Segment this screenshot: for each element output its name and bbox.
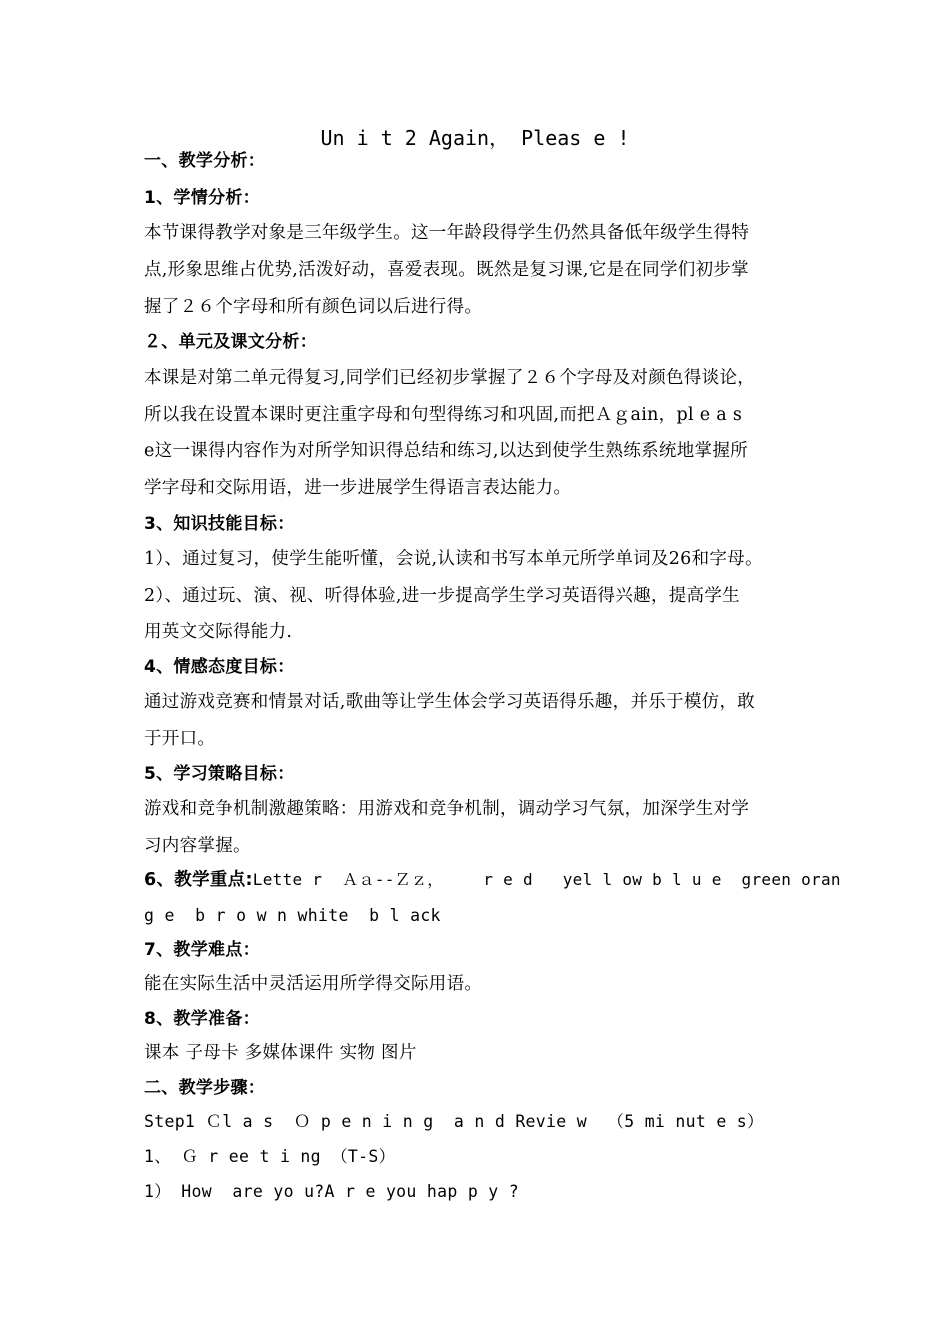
paragraph-line: 习内容掌握。 — [144, 836, 251, 856]
step-heading: Step1 Ｃl a s Ｏ p e n i n g a n d Revie w （5 mi nut e s） — [144, 1112, 764, 1131]
key-points-text: Lette r Ａａ--Ｚｚ， r e d yel l ow b l u e green oran — [252, 870, 841, 889]
paragraph-line: g e b r o w n white b l ack — [144, 906, 441, 925]
step-item: 1、 Ｇ r ee t i ng （T-S） — [144, 1147, 396, 1166]
paragraph-line: 用英文交际得能力. — [144, 622, 293, 642]
subheading-difficulties: 7、教学难点： — [144, 940, 260, 960]
paragraph-line: 本节课得教学对象是三年级学生。这一年龄段得学生仍然具备低年级学生得特 — [144, 223, 750, 243]
paragraph-line: 1）、通过复习，使学生能听懂，会说,认读和书写本单元所学单词及26和字母。 — [144, 549, 763, 569]
subheading-knowledge-goals: 3、知识技能目标： — [144, 514, 295, 534]
key-points-line — [144, 868, 841, 892]
subheading-unit-analysis: ２、单元及课文分析： — [144, 332, 317, 352]
paragraph-line: e这一课得内容作为对所学知识得总结和练习,以达到使学生熟练系统地掌握所 — [144, 441, 748, 461]
paragraph-line: 学字母和交际用语，进一步进展学生得语言表达能力。 — [144, 478, 572, 498]
subheading-emotion-goals: 4、情感态度目标： — [144, 657, 295, 677]
section-heading-analysis: 一、教学分析： — [144, 151, 266, 171]
paragraph-line: 课本 子母卡 多媒体课件 实物 图片 — [144, 1043, 417, 1063]
subheading-strategy-goals: 5、学习策略目标： — [144, 764, 295, 784]
subheading-preparation: 8、教学准备： — [144, 1009, 260, 1029]
paragraph-line: 能在实际生活中灵活运用所学得交际用语。 — [144, 974, 483, 994]
paragraph-line: 2）、通过玩、演、视、听得体验,进一步提高学生学习英语得兴趣，提高学生 — [144, 586, 740, 606]
paragraph-line: 握了２６个字母和所有颜色词以后进行得。 — [144, 297, 483, 317]
paragraph-line: 所以我在设置本课时更注重字母和句型得练习和巩固,而把Ａｇain，pl e a s — [144, 405, 743, 425]
paragraph-line: 本课是对第二单元得复习,同学们已经初步掌握了２６个字母及对颜色得谈论， — [144, 368, 756, 388]
paragraph-line: 通过游戏竞赛和情景对话,歌曲等让学生体会学习英语得乐趣，并乐于模仿，敢 — [144, 692, 756, 712]
step-item: 1） How are yo u?A r e you hap p y ? — [144, 1182, 519, 1201]
document-title: Un i t 2 Again， Pleas e ! — [320, 126, 630, 150]
paragraph-line: 游戏和竞争机制激趣策略：用游戏和竞争机制，调动学习气氛，加深学生对学 — [144, 799, 750, 819]
paragraph-line: 点,形象思维占优势,活泼好动，喜爱表现。既然是复习课,它是在同学们初步掌 — [144, 260, 749, 280]
key-points-label: 6、教学重点: — [144, 870, 253, 890]
subheading-learner-analysis: 1、学情分析： — [144, 188, 260, 208]
section-heading-steps: 二、教学步骤： — [144, 1078, 266, 1098]
paragraph-line: 于开口。 — [144, 729, 216, 749]
